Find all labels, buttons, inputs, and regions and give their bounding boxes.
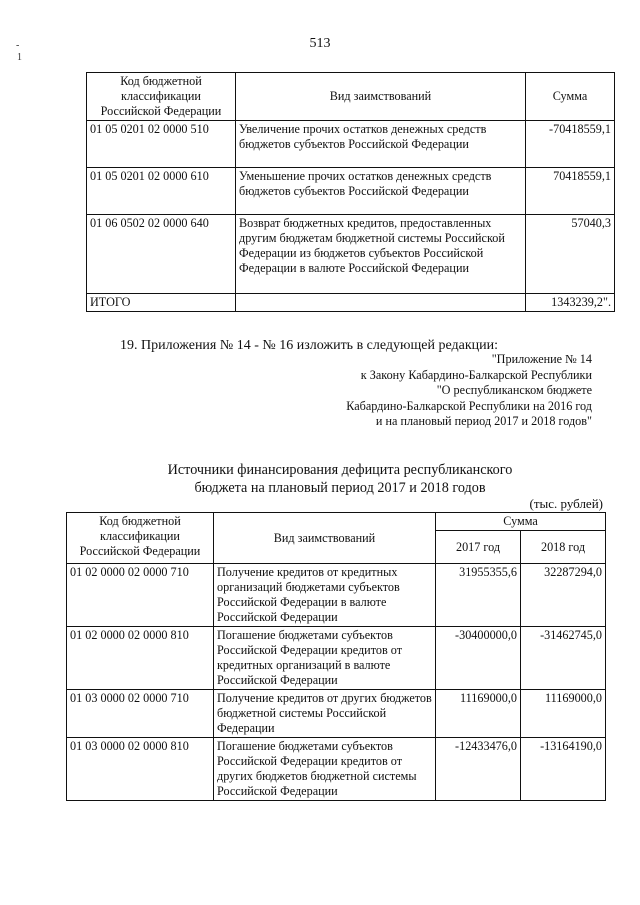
row-type: Погашение бюджетами субъектов Российской Федерации кредитов от других бюджетов бюджетной системы Российской Федерации bbox=[214, 738, 436, 801]
row-sum: 57040,3 bbox=[526, 215, 615, 294]
row-2018: -13164190,0 bbox=[521, 738, 606, 801]
units-label: (тыс. рублей) bbox=[529, 496, 603, 511]
section-title bbox=[0, 461, 640, 497]
section-title-line: Источники финансирования дефицита республиканского bbox=[167, 462, 513, 478]
appendix-line: "О республиканском бюджете bbox=[436, 383, 592, 397]
appendix-line: "Приложение № 14 bbox=[491, 352, 592, 366]
page-number: 513 bbox=[309, 36, 331, 51]
row-code: 01 03 0000 02 0000 710 bbox=[67, 690, 214, 738]
row-2017: -30400000,0 bbox=[436, 627, 521, 690]
row-2018: -31462745,0 bbox=[521, 627, 606, 690]
row-type: Увеличение прочих остатков денежных средств бюджетов субъектов Российской Федерации bbox=[236, 121, 526, 168]
header-sum: Сумма bbox=[526, 73, 615, 121]
table-row bbox=[67, 690, 606, 738]
borrowing-table-1 bbox=[86, 72, 615, 312]
margin-mark-top: - bbox=[16, 40, 20, 51]
row-type: Получение кредитов от кредитных организаций бюджетами субъектов Российской Федерации в валюте Российской Федерации bbox=[214, 564, 436, 627]
header-code: Код бюджетной классификации Российской Федерации bbox=[87, 73, 236, 121]
header-type: Вид заимствований bbox=[214, 513, 436, 564]
total-row bbox=[87, 294, 615, 312]
header-type: Вид заимствований bbox=[236, 73, 526, 121]
appendix-line: к Закону Кабардино-Балкарской Республики bbox=[360, 367, 592, 382]
row-2017: -12433476,0 bbox=[436, 738, 521, 801]
table-row bbox=[67, 627, 606, 690]
header-2018: 2018 год bbox=[521, 531, 606, 564]
header-2017: 2017 год bbox=[436, 531, 521, 564]
header-sum: Сумма bbox=[436, 513, 606, 531]
total-empty bbox=[236, 294, 526, 312]
margin-mark-bottom: 1 bbox=[17, 52, 22, 63]
table-row bbox=[87, 168, 615, 215]
row-2017: 11169000,0 bbox=[436, 690, 521, 738]
row-sum: -70418559,1 bbox=[526, 121, 615, 168]
total-label: ИТОГО bbox=[87, 294, 236, 312]
row-2018: 11169000,0 bbox=[521, 690, 606, 738]
row-sum: 70418559,1 bbox=[526, 168, 615, 215]
amendment-instruction: 19. Приложения № 14 - № 16 изложить в следующей редакции: bbox=[120, 338, 499, 353]
appendix-header bbox=[0, 352, 592, 430]
row-type: Погашение бюджетами субъектов Российской Федерации кредитов от кредитных организаций в валюте Российской Федерации bbox=[214, 627, 436, 690]
row-2018: 32287294,0 bbox=[521, 564, 606, 627]
row-code: 01 03 0000 02 0000 810 bbox=[67, 738, 214, 801]
appendix-line: и на плановый период 2017 и 2018 годов" bbox=[375, 414, 592, 428]
table-header-row bbox=[87, 73, 615, 121]
row-code: 01 05 0201 02 0000 510 bbox=[87, 121, 236, 168]
row-code: 01 06 0502 02 0000 640 bbox=[87, 215, 236, 294]
table-row bbox=[67, 564, 606, 627]
table-row bbox=[67, 738, 606, 801]
row-type: Уменьшение прочих остатков денежных средств бюджетов субъектов Российской Федерации bbox=[236, 168, 526, 215]
table-row bbox=[87, 121, 615, 168]
row-2017: 31955355,6 bbox=[436, 564, 521, 627]
header-code: Код бюджетной классификации Российской Федерации bbox=[67, 513, 214, 564]
row-code: 01 02 0000 02 0000 810 bbox=[67, 627, 214, 690]
row-code: 01 02 0000 02 0000 710 bbox=[67, 564, 214, 627]
row-type: Получение кредитов от других бюджетов бюджетной системы Российской Федерации bbox=[214, 690, 436, 738]
appendix-line: Кабардино-Балкарской Республики на 2016 год bbox=[346, 398, 592, 413]
row-type: Возврат бюджетных кредитов, предоставленных другим бюджетам бюджетной системы Российской Федерации из бюджетов субъектов Российской Федерации в валюте Российской Федерации bbox=[236, 215, 526, 294]
financing-sources-table bbox=[66, 512, 606, 801]
table-header-row bbox=[67, 513, 606, 531]
total-sum: 1343239,2". bbox=[526, 294, 615, 312]
section-title-line: бюджета на плановый период 2017 и 2018 годов bbox=[194, 480, 486, 496]
table-row bbox=[87, 215, 615, 294]
row-code: 01 05 0201 02 0000 610 bbox=[87, 168, 236, 215]
